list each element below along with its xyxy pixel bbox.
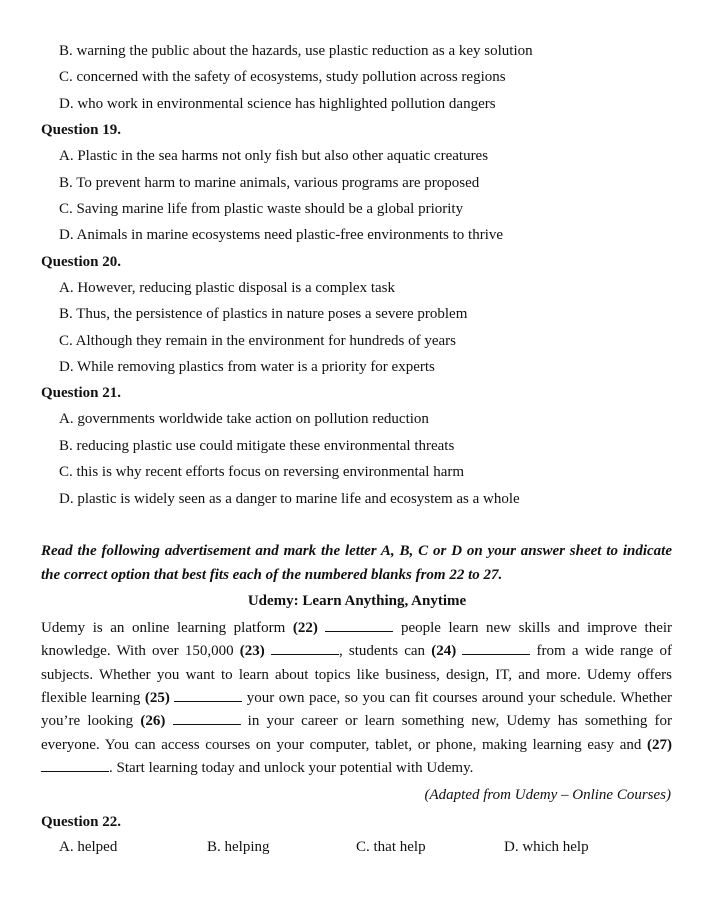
- instructions-line-1: Read the following advertisement and mark the letter A, B, C or D on your answer sheet to indicate: [41, 543, 672, 559]
- ad-text: knowledge. With over 150,000: [41, 643, 234, 659]
- ad-text: Udemy is an online learning platform: [41, 620, 286, 636]
- blank-number-24: (24): [431, 643, 457, 659]
- source-citation: (Adapted from Udemy – Online Courses): [424, 787, 671, 803]
- ad-line-2: [41, 642, 672, 660]
- q20-option-b: B. Thus, the persistence of plastics in nature poses a severe problem: [59, 306, 468, 322]
- ad-text: from a wide range of: [536, 643, 673, 659]
- q21-label: Question 21.: [41, 385, 122, 401]
- q20-option-c: C. Although they remain in the environment for hundreds of years: [59, 333, 456, 349]
- q18-option-c: C. concerned with the safety of ecosystems, study pollution across regions: [59, 69, 506, 85]
- ad-line-3: [41, 666, 672, 684]
- q21-option-d: D. plastic is widely seen as a danger to marine life and ecosystem as a whole: [59, 491, 520, 507]
- ad-text: , students can: [338, 643, 426, 659]
- q20-option-d: D. While removing plastics from water is a priority for experts: [59, 359, 435, 375]
- blank-25: [174, 689, 242, 702]
- q19-label: Question 19.: [41, 122, 122, 138]
- q21-option-b: B. reducing plastic use could mitigate these environmental threats: [59, 438, 455, 454]
- ad-line-1: [41, 619, 672, 637]
- ad-text: you’re looking: [41, 713, 134, 729]
- ad-text: flexible learning: [41, 690, 141, 706]
- q22-label: Question 22.: [41, 814, 122, 830]
- blank-22: [325, 619, 393, 632]
- q19-option-a: A. Plastic in the sea harms not only fish but also other aquatic creatures: [59, 148, 489, 164]
- q18-option-d: D. who work in environmental science has highlighted pollution dangers: [59, 96, 496, 112]
- ad-line-5: [41, 712, 672, 730]
- blank-26: [173, 712, 241, 725]
- q18-option-b: B. warning the public about the hazards, use plastic reduction as a key solution: [59, 43, 533, 59]
- q22-option-a: A. helped: [59, 839, 118, 855]
- q22-option-d: D. which help: [504, 839, 589, 855]
- ad-line-6: [41, 736, 672, 754]
- q19-option-b: B. To prevent harm to marine animals, various programs are proposed: [59, 175, 480, 191]
- blank-number-23: (23): [239, 643, 265, 659]
- q21-option-c: C. this is why recent efforts focus on reversing environmental harm: [59, 464, 465, 480]
- ad-line-7: [41, 759, 672, 777]
- ad-text: in your career or learn something new, Udemy has something for: [247, 713, 673, 729]
- q20-label: Question 20.: [41, 254, 122, 270]
- ad-text: your own pace, so you can fit courses around your schedule. Whether: [246, 690, 673, 706]
- ad-line-4: [41, 689, 672, 707]
- blank-23: [271, 642, 339, 655]
- blank-number-22: (22): [292, 620, 318, 636]
- advertisement-title: Udemy: Learn Anything, Anytime: [247, 593, 467, 609]
- ad-text: everyone. You can access courses on your computer, tablet, or phone, making learning easy and: [41, 737, 642, 753]
- blank-number-27: (27): [647, 737, 673, 753]
- q19-option-c: C. Saving marine life from plastic waste should be a global priority: [59, 201, 464, 217]
- blank-27: [41, 759, 109, 772]
- q22-option-c: C. that help: [356, 839, 426, 855]
- q20-option-a: A. However, reducing plastic disposal is a complex task: [59, 280, 395, 296]
- blank-number-25: (25): [144, 690, 170, 706]
- ad-text: subjects. Whether you want to learn about topics like business, design, IT, and more. Udemy offers: [41, 667, 672, 683]
- ad-text: . Start learning today and unlock your potential with Udemy.: [109, 760, 474, 776]
- blank-24: [462, 642, 530, 655]
- instructions-line-2: the correct option that best fits each of the numbered blanks from 22 to 27.: [41, 567, 503, 583]
- q22-option-b: B. helping: [207, 839, 270, 855]
- q21-option-a: A. governments worldwide take action on pollution reduction: [59, 411, 429, 427]
- ad-text: people learn new skills and improve their: [400, 620, 673, 636]
- blank-number-26: (26): [140, 713, 166, 729]
- q19-option-d: D. Animals in marine ecosystems need plastic-free environments to thrive: [59, 227, 504, 243]
